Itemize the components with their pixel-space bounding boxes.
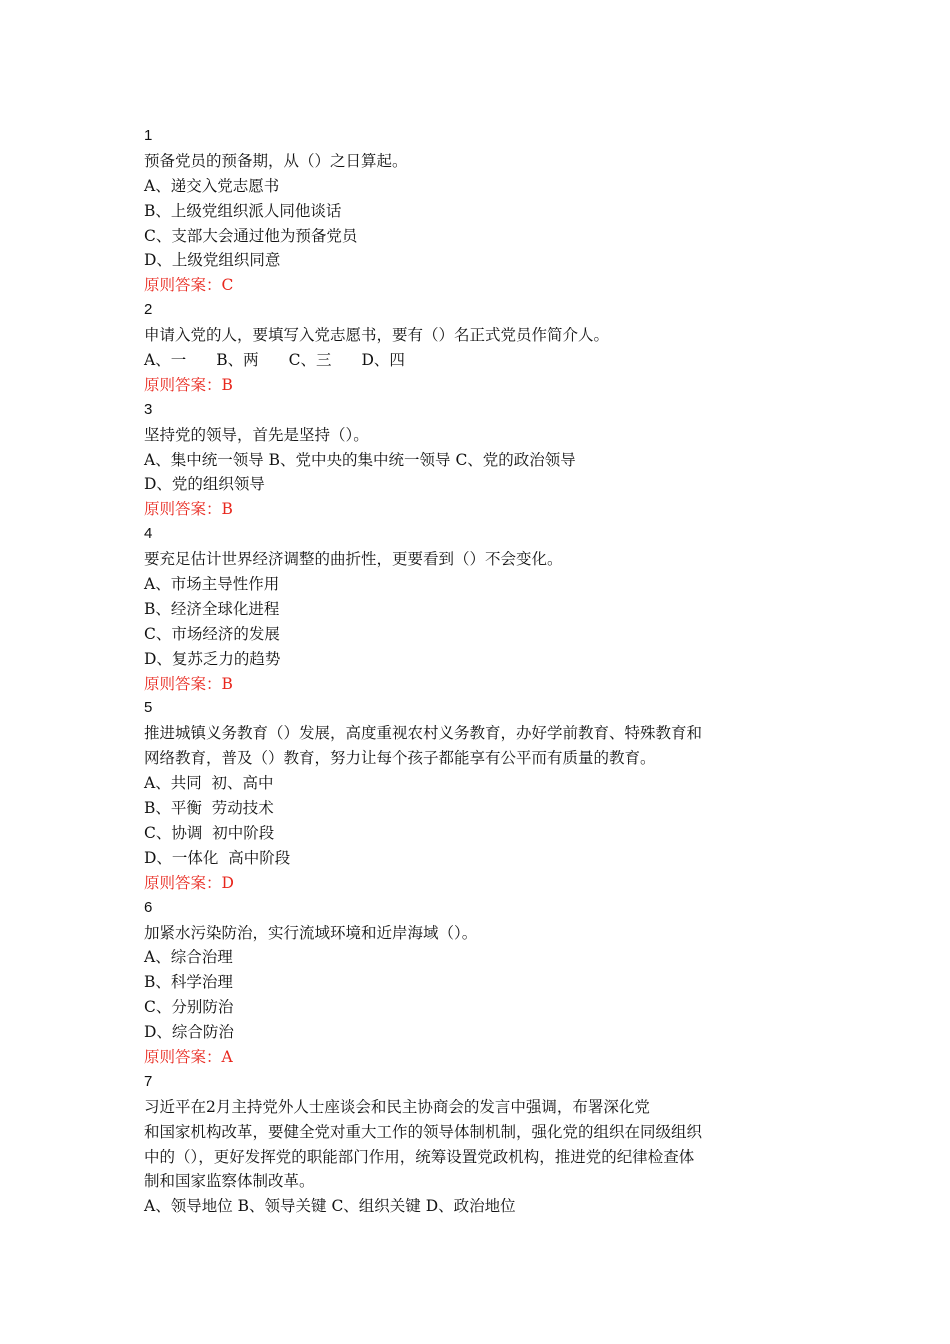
question-stem-line-1: 习近平在2月主持党外人士座谈会和民主协商会的发言中强调，布署深化党 <box>144 1097 650 1116</box>
option-d: D、一体化 高中阶段 <box>144 848 291 867</box>
options-line: A、集中统一领导 B、党中央的集中统一领导 C、党的政治领导 <box>144 450 576 469</box>
question-4 <box>144 522 754 696</box>
answer: 原则答案：C <box>144 276 234 295</box>
question-stem-line-3: 中的（），更好发挥党的职能部门作用，统筹设置党政机构，推进党的纪律检查体 <box>144 1147 695 1166</box>
option-d: D、四 <box>361 351 405 370</box>
question-number: 1 <box>144 127 153 144</box>
option-b: B、经济全球化进程 <box>144 599 280 618</box>
answer: 原则答案：B <box>144 375 233 394</box>
question-stem-line-1: 推进城镇义务教育（）发展，高度重视农村义务教育，办好学前教育、特殊教育和 <box>144 724 703 743</box>
option-c: C、三 <box>288 351 332 370</box>
question-stem: 加紧水污染防治，实行流域环境和近岸海域（）。 <box>144 923 478 942</box>
option-a: A、递交入党志愿书 <box>144 176 280 195</box>
question-2 <box>144 298 754 398</box>
option-d: D、复苏乏力的趋势 <box>144 649 281 668</box>
option-b: B、科学治理 <box>144 973 233 992</box>
answer: 原则答案：A <box>144 1047 233 1066</box>
option-b: B、平衡 劳动技术 <box>144 799 274 818</box>
option-d: D、综合防治 <box>144 1023 234 1042</box>
options-line: A、领导地位 B、领导关键 C、组织关键 D、政治地位 <box>144 1197 516 1216</box>
question-number: 4 <box>144 525 153 543</box>
question-stem: 申请入党的人，要填写入党志愿书，要有（）名正式党员作简介人。 <box>144 326 610 345</box>
question-stem: 预备党员的预备期，从（）之日算起。 <box>144 151 408 170</box>
question-1 <box>144 124 754 298</box>
option-c: C、市场经济的发展 <box>144 624 280 643</box>
question-number: 5 <box>144 699 153 717</box>
option-d: D、上级党组织同意 <box>144 251 281 270</box>
question-stem-line-2: 网络教育，普及（）教育，努力让每个孩子都能享有公平而有质量的教育。 <box>144 749 656 768</box>
question-stem-line-4: 制和国家监察体制改革。 <box>144 1172 315 1191</box>
question-3 <box>144 398 754 522</box>
question-number: 7 <box>144 1072 153 1090</box>
option-c: C、分别防治 <box>144 998 234 1017</box>
option-a: A、共同 初、高中 <box>144 774 274 793</box>
answer: 原则答案：D <box>144 873 234 892</box>
option-d: D、党的组织领导 <box>144 475 265 494</box>
question-6 <box>144 896 754 1070</box>
question-stem: 坚持党的领导，首先是坚持（）。 <box>144 425 369 444</box>
option-b: B、上级党组织派人同他谈话 <box>144 201 342 220</box>
option-b: B、两 <box>216 351 259 370</box>
option-a: A、市场主导性作用 <box>144 575 280 594</box>
document-page <box>144 124 754 1219</box>
option-a: A、一 <box>144 351 187 370</box>
option-a: A、综合治理 <box>144 948 233 967</box>
question-stem-line-2: 和国家机构改革，要健全党对重大工作的领导体制机制，强化党的组织在同级组织 <box>144 1122 703 1141</box>
inline-options <box>144 348 754 373</box>
option-c: C、支部大会通过他为预备党员 <box>144 226 358 245</box>
answer: 原则答案：B <box>144 674 233 693</box>
question-number: 6 <box>144 898 153 916</box>
question-5 <box>144 696 754 895</box>
answer: 原则答案：B <box>144 500 233 519</box>
question-7 <box>144 1070 754 1219</box>
question-number: 3 <box>144 400 153 418</box>
option-c: C、协调 初中阶段 <box>144 823 275 842</box>
question-stem: 要充足估计世界经济调整的曲折性，更要看到（）不会变化。 <box>144 550 563 569</box>
question-number: 2 <box>144 301 153 319</box>
